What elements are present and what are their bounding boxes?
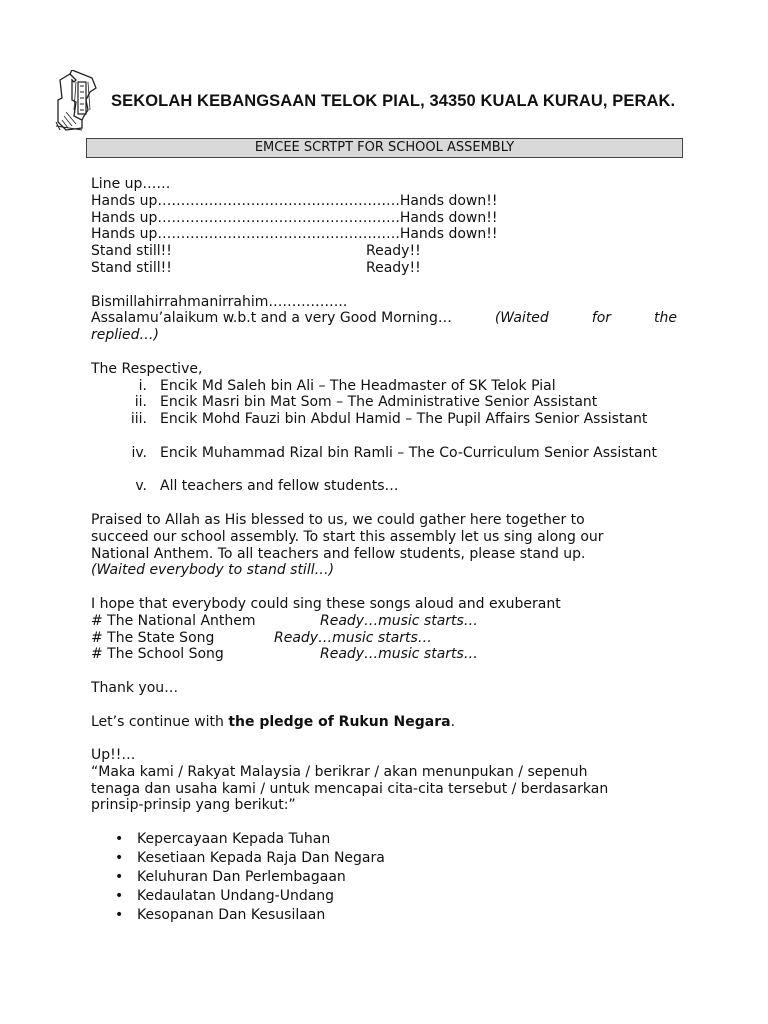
bullet-item [91, 869, 677, 888]
waited-word: for [591, 310, 612, 327]
school-name-heading: SEKOLAH KEBANGSAAN TELOK PIAL, 34350 KUALA KURAU, PERAK. [111, 92, 676, 110]
list-numeral: v. [135, 478, 147, 495]
bullet-icon: • [115, 869, 124, 886]
song-name: # The School Song [91, 646, 224, 663]
hands-up-text: Hands up……………………………………………. [91, 192, 400, 209]
ready-text: Ready!! [366, 243, 421, 260]
quote-line: “Maka kami / Rakyat Malaysia / berikrar / akan menunpukan / sepenuh [91, 763, 588, 780]
stand-still-text: Stand still!! [91, 243, 172, 260]
songs-intro: I hope that everybody could sing these songs aloud and exuberant [91, 595, 561, 612]
waited-word: (Waited [494, 310, 549, 327]
pledge-line [91, 714, 677, 731]
song-cue: Ready…music starts… [274, 629, 432, 646]
list-item [91, 378, 677, 395]
quote-line: prinsip-prinsip yang berikut:” [91, 797, 296, 814]
bullet-icon: • [115, 888, 124, 905]
praise-note: (Waited everybody to stand still…) [91, 562, 335, 579]
praise-line: succeed our school assembly. To start this assembly let us sing along our [91, 528, 604, 545]
assalam-text: Assalamu’alaikum w.b.t and a very Good Morning… [91, 310, 452, 327]
hands-down-text: Hands down!! [399, 209, 498, 226]
hands-up-text: Hands up……………………………………………. [91, 209, 400, 226]
bullet-icon: • [115, 831, 124, 848]
list-item [91, 445, 677, 479]
bullet-text: Kedaulatan Undang-Undang [137, 888, 335, 905]
bullet-text: Kesopanan Dan Kesusilaan [137, 907, 326, 924]
bullet-item [91, 907, 677, 926]
hands-down-text: Hands down!! [399, 226, 498, 243]
bullet-text: Kesetiaan Kepada Raja Dan Negara [137, 850, 385, 867]
hands-up-text: Hands up……………………………………………. [91, 226, 400, 243]
list-numeral: ii. [134, 394, 147, 411]
hands-line [91, 210, 677, 227]
school-crest-icon [52, 70, 104, 134]
song-cue: Ready…music starts… [320, 612, 478, 629]
bullet-text: Keluhuran Dan Perlembagaan [137, 869, 346, 886]
bullet-item [91, 831, 677, 850]
list-text: Encik Masri bin Mat Som – The Administrative Senior Assistant [160, 394, 598, 411]
list-item [91, 478, 677, 495]
praise-line: National Anthem. To all teachers and fellow students, please stand up. [91, 545, 586, 562]
pledge-bold: the pledge of Rukun Negara [228, 713, 451, 730]
song-line [91, 630, 677, 647]
waited-word: the [654, 310, 677, 327]
document-title-bar: EMCEE SCRTPT FOR SCHOOL ASSEMBLY [86, 138, 683, 158]
bullet-text: Kepercayaan Kepada Tuhan [137, 831, 331, 848]
up-line: Up!!… [91, 747, 136, 764]
bullet-item [91, 850, 677, 869]
hands-line [91, 226, 677, 243]
thanks-line: Thank you… [91, 679, 179, 696]
bismillah-line: Bismillahirrahmanirrahim…………….. [91, 293, 348, 310]
list-text: Encik Muhammad Rizal bin Ramli – The Co-Curriculum Senior Assistant [160, 444, 657, 461]
praise-line: Praised to Allah as His blessed to us, we could gather here together to [91, 511, 585, 528]
document-body [91, 176, 677, 926]
list-item [91, 411, 677, 445]
list-text: Encik Mohd Fauzi bin Abdul Hamid – The Pupil Affairs Senior Assistant [160, 411, 648, 428]
quote-line: tenaga dan usaha kami / untuk mencapai cita-cita tersebut / berdasarkan [91, 780, 609, 797]
stand-still-text: Stand still!! [91, 259, 172, 276]
bullet-item [91, 888, 677, 907]
song-name: # The National Anthem [91, 612, 256, 629]
assalam-line [91, 310, 677, 327]
list-text: Encik Md Saleh bin Ali – The Headmaster of SK Telok Pial [160, 377, 556, 394]
song-cue: Ready…music starts… [320, 646, 478, 663]
stand-line [91, 243, 677, 260]
stand-line [91, 260, 677, 277]
bullet-icon: • [115, 850, 124, 867]
list-numeral: iii. [130, 411, 147, 428]
pledge-suffix: . [450, 713, 456, 730]
waited-cont-line: replied…) [91, 327, 159, 344]
list-numeral: iv. [131, 444, 147, 461]
pledge-prefix: Let’s continue with [91, 713, 229, 730]
list-numeral: i. [138, 377, 147, 394]
list-text: All teachers and fellow students… [160, 478, 399, 495]
list-item [91, 394, 677, 411]
bullet-icon: • [115, 907, 124, 924]
lineup-line: Line up…… [91, 176, 171, 192]
hands-line [91, 193, 677, 210]
song-name: # The State Song [91, 629, 215, 646]
ready-text: Ready!! [366, 259, 421, 276]
song-line [91, 646, 677, 663]
hands-down-text: Hands down!! [399, 192, 498, 209]
respective-heading: The Respective, [91, 360, 203, 377]
song-line [91, 613, 677, 630]
